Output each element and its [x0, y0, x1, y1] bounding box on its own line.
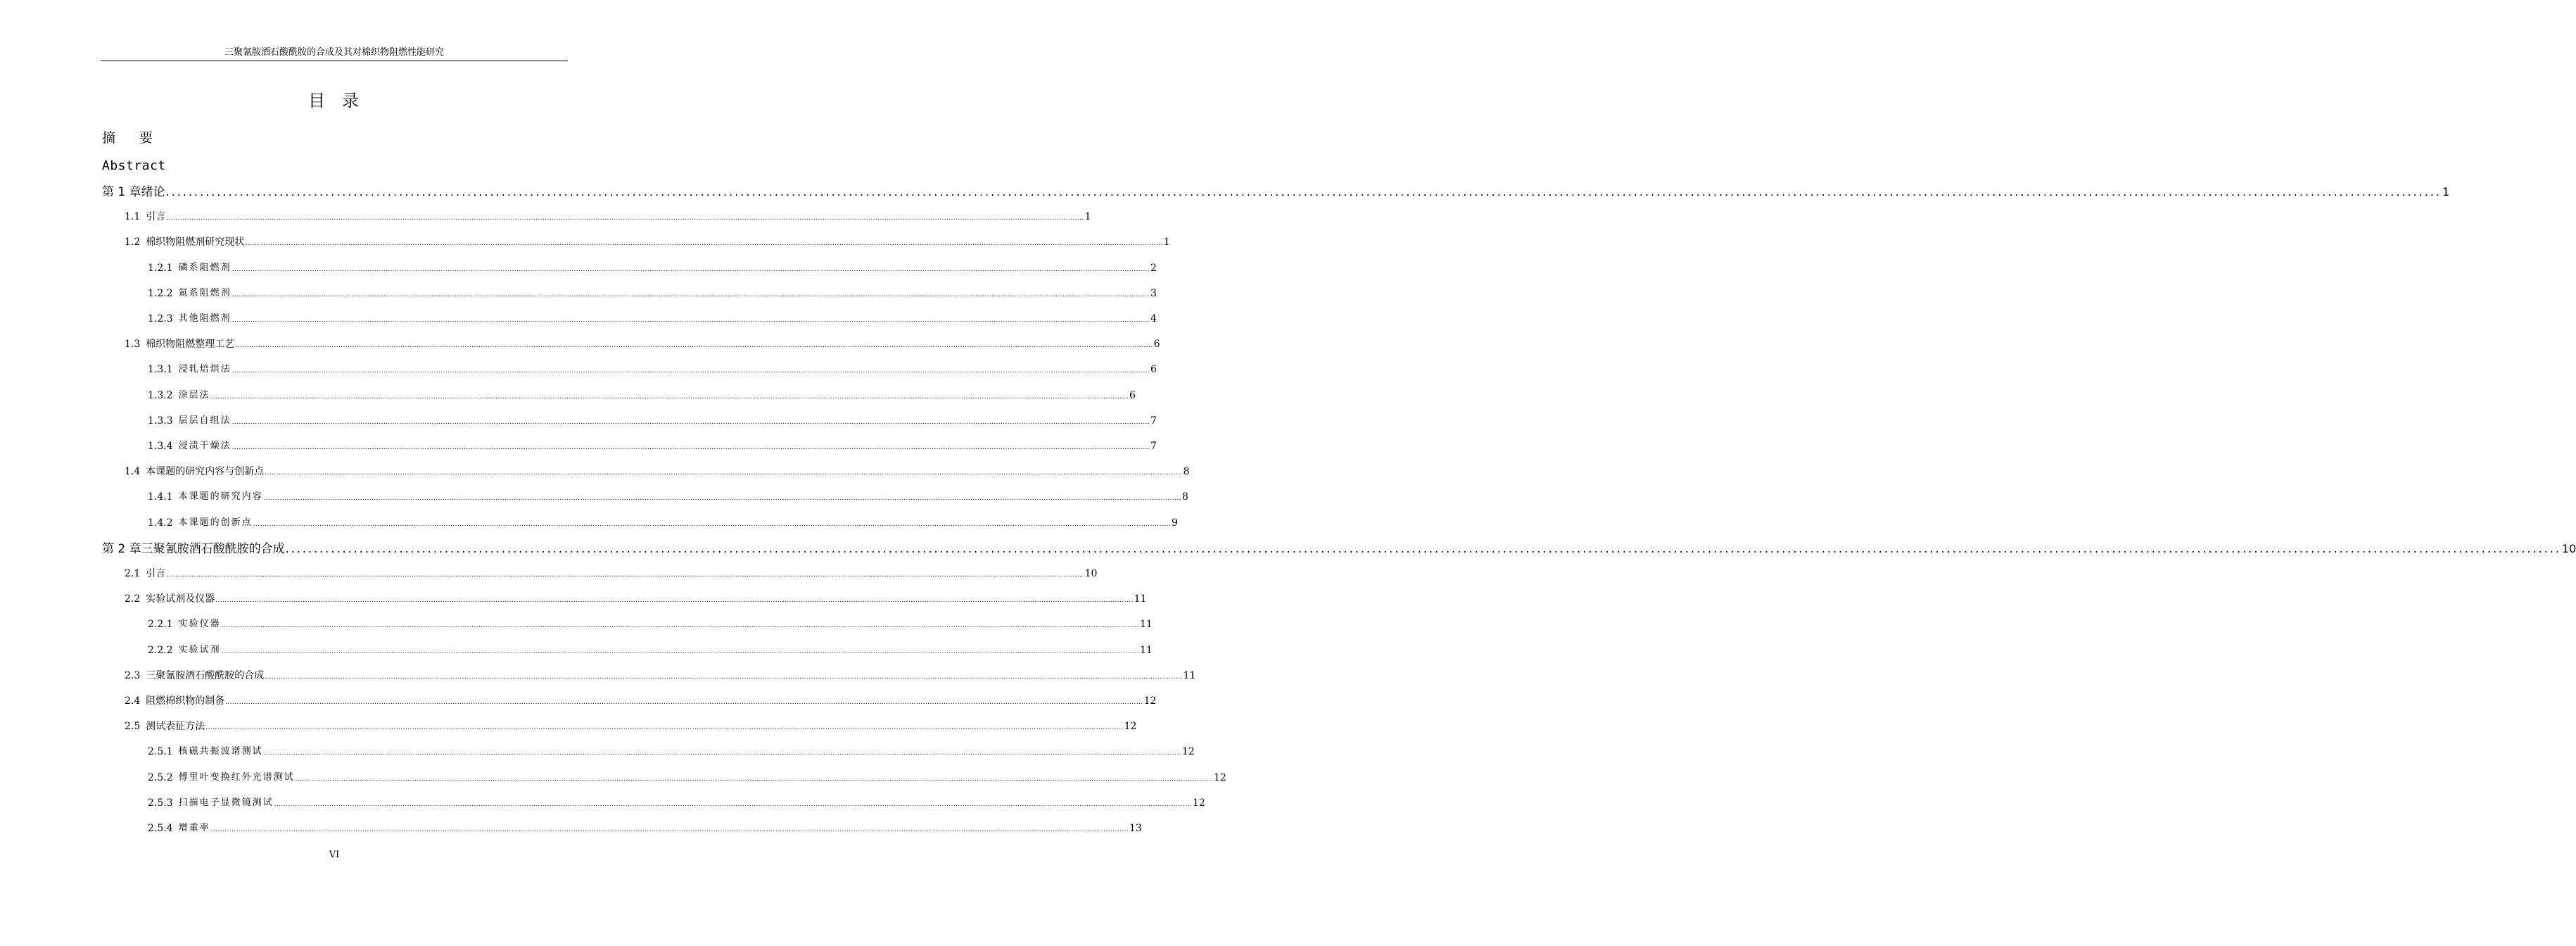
toc-subsection-entry[interactable] — [148, 312, 1157, 326]
toc-section-entry[interactable] — [125, 669, 1196, 683]
toc-dot-leader: ................................................................................................................................................................................................................................................................................................................................................................................................................ — [231, 418, 1150, 426]
toc-entry-number: 第 2 章 — [102, 541, 141, 556]
toc-dot-leader: ................................................................................................................................................................................................................................................................................................................................................................................................................ — [295, 775, 1213, 783]
toc-entry-page: 6 — [1129, 389, 1136, 401]
toc-entry-number: 1.4.1 — [148, 491, 173, 503]
toc-entry-label: 浸渍干燥法 — [178, 441, 231, 451]
toc-entry-label: 层层自组法 — [178, 415, 231, 426]
toc-entry-label: 傅里叶变换红外光谱测试 — [178, 771, 295, 783]
toc-entry-number: 2.5 — [125, 721, 141, 733]
toc-chapter-entry[interactable] — [102, 541, 2576, 557]
toc-entry-page: 10 — [2562, 541, 2576, 555]
toc-dot-leader: ................................................................................................................................................................................................................................................................................................................................................................................................................ — [265, 469, 1183, 477]
toc-dot-leader: ................................................................................................................................................................................................................................................................................................................................................................................................................ — [221, 622, 1139, 630]
toc-entry-number: 1.3.2 — [148, 389, 173, 401]
toc-entry-number: 1.4 — [125, 466, 141, 478]
toc-entry-label: 测试表征方法 — [146, 721, 205, 733]
toc-dot-leader: ................................................................................................................................................................................................................................................................................................................................................................................................................ — [231, 265, 1150, 273]
toc-abstract-en[interactable]: Abstract — [102, 158, 166, 173]
toc-dot-leader: ................................................................................................................................................................................................................................................................................................................................................................................................................ — [245, 240, 1163, 248]
toc-subsection-entry[interactable] — [148, 643, 1153, 657]
toc-entry-page: 13 — [1129, 823, 1142, 834]
toc-entry-number: 2.1 — [125, 568, 141, 579]
toc-entry-page: 12 — [1124, 721, 1137, 733]
toc-entry-number: 2.2.2 — [148, 644, 173, 656]
toc-dot-leader: ................................................................................................................................................................................................................................................................................................................................................................................................................ — [263, 750, 1181, 757]
toc-entry-label: 其他阻燃剂 — [178, 313, 231, 324]
toc-entry-label: 实验试剂 — [178, 644, 221, 655]
toc-section-entry[interactable] — [125, 592, 1147, 606]
toc-dot-leader: ................................................................................................................................................................................................................................................................................................................................................................................................................ — [274, 800, 1192, 808]
toc-section-entry[interactable] — [125, 465, 1190, 479]
toc-dot-leader: ................................................................................................................................................................................................................................................................................................................................................................................................................ — [225, 699, 1143, 706]
toc-subsection-entry[interactable] — [148, 439, 1157, 453]
toc-entry-number: 1.3.4 — [148, 441, 173, 452]
toc-entry-label: 三聚氰胺酒石酸酰胺的合成 — [146, 669, 265, 681]
toc-section-entry[interactable] — [125, 337, 1160, 351]
toc-dot-leader: ................................................................................................................................................................................................................................................................................................................................................................................................................ — [231, 444, 1150, 451]
toc-entry-number: 2.2.1 — [148, 619, 173, 631]
toc-abstract-cn[interactable]: 摘 要 — [102, 130, 163, 146]
toc-entry-page: 7 — [1150, 441, 1157, 452]
toc-entry-number: 2.2 — [125, 593, 141, 605]
toc-entry-number: 2.3 — [125, 669, 141, 681]
toc-entry-number: 1.2 — [125, 237, 141, 248]
toc-entry-page: 9 — [1171, 517, 1178, 529]
toc-entry-page: 12 — [1192, 797, 1205, 809]
toc-dot-leader: ................................................................................................................................................................................................................................................................................................................................................................................................................ — [285, 541, 2561, 555]
toc-entry-number: 1.3.3 — [148, 415, 173, 427]
toc-entry-number: 1.3.1 — [148, 364, 173, 376]
toc-dot-leader: ................................................................................................................................................................................................................................................................................................................................................................................................................ — [221, 648, 1139, 655]
toc-entry-label: 涂层法 — [178, 389, 210, 401]
toc-dot-leader: ................................................................................................................................................................................................................................................................................................................................................................................................................ — [265, 673, 1183, 681]
toc-entry-label: 本课题的创新点 — [178, 517, 253, 528]
toc-entry-number: 2.5.1 — [148, 746, 173, 758]
toc-subsection-entry[interactable] — [148, 389, 1136, 403]
toc-title — [0, 89, 668, 113]
toc-entry-label: 浸轧焙烘法 — [178, 364, 231, 375]
toc-dot-leader: ................................................................................................................................................................................................................................................................................................................................................................................................................ — [165, 185, 2442, 198]
toc-section-entry[interactable] — [125, 210, 1091, 224]
toc-entry-label: 引言 — [146, 211, 166, 223]
toc-dot-leader: ................................................................................................................................................................................................................................................................................................................................................................................................................ — [231, 317, 1150, 324]
toc-subsection-entry[interactable] — [148, 261, 1157, 275]
toc-entry-label: 三聚氰胺酒石酸酰胺的合成 — [141, 541, 285, 556]
toc-entry-label: 实验试剂及仪器 — [146, 593, 215, 605]
toc-entry-label: 氮系阻燃剂 — [178, 287, 231, 298]
toc-entry-page: 11 — [1139, 644, 1153, 656]
toc-entry-page: 12 — [1143, 695, 1157, 707]
toc-dot-leader: ................................................................................................................................................................................................................................................................................................................................................................................................................ — [235, 342, 1153, 350]
toc-subsection-entry[interactable] — [148, 516, 1178, 530]
toc-entry-number: 1.1 — [125, 211, 141, 223]
toc-dot-leader: ................................................................................................................................................................................................................................................................................................................................................................................................................ — [210, 826, 1129, 833]
toc-dot-leader: ................................................................................................................................................................................................................................................................................................................................................................................................................ — [210, 393, 1129, 401]
toc-subsection-entry[interactable] — [148, 362, 1157, 377]
toc-entry-page: 1 — [1163, 237, 1170, 248]
toc-entry-number: 2.5.2 — [148, 771, 173, 783]
toc-entry-label: 扫描电子显微镜测试 — [178, 797, 274, 808]
toc-dot-leader: ................................................................................................................................................................................................................................................................................................................................................................................................................ — [231, 367, 1150, 375]
toc-entry-label: 棉织物阻燃剂研究现状 — [146, 237, 245, 248]
toc-subsection-entry[interactable] — [148, 796, 1205, 810]
toc-entry-label: 棉织物阻燃整理工艺 — [146, 339, 235, 351]
toc-entry-label: 阻燃棉织物的制备 — [146, 695, 225, 707]
toc-entry-label: 绪论 — [141, 185, 165, 199]
toc-entry-page: 6 — [1150, 364, 1157, 376]
toc-subsection-entry[interactable] — [148, 771, 1226, 785]
toc-entry-number: 1.4.2 — [148, 517, 173, 529]
toc-entry-number: 1.3 — [125, 339, 141, 351]
toc-entry-label: 核磁共振波谱测试 — [178, 746, 263, 757]
toc-entry-page: 4 — [1150, 313, 1157, 324]
toc-section-entry[interactable] — [125, 719, 1137, 733]
toc-dot-leader: ................................................................................................................................................................................................................................................................................................................................................................................................................ — [166, 572, 1084, 579]
toc-entry-page: 2 — [1150, 262, 1157, 274]
toc-dot-leader: ................................................................................................................................................................................................................................................................................................................................................................................................................ — [205, 724, 1124, 732]
toc-subsection-entry[interactable] — [148, 821, 1142, 835]
toc-section-entry[interactable] — [125, 694, 1157, 708]
toc-entry-page: 12 — [1181, 746, 1195, 758]
toc-entry-number: 1.2.3 — [148, 313, 173, 324]
toc-subsection-entry[interactable] — [148, 286, 1157, 301]
toc-entry-number: 第 1 章 — [102, 185, 141, 199]
toc-entry-number: 1.2.1 — [148, 262, 173, 274]
toc-title-char: 录 — [342, 91, 360, 111]
running-header: 三聚氰胺酒石酸酰胺的合成及其对棉织物阻燃性能研究 — [224, 47, 444, 58]
toc-section-entry[interactable] — [125, 235, 1170, 249]
toc-entry-page: 12 — [1213, 771, 1226, 783]
toc-entry-page: 8 — [1181, 491, 1188, 503]
toc-entry-page: 1 — [2442, 185, 2450, 198]
toc-entry-label: 增重率 — [178, 823, 210, 833]
toc-subsection-entry[interactable] — [148, 490, 1188, 504]
toc-entry-label: 引言 — [146, 568, 166, 579]
toc-entry-label: 磷系阻燃剂 — [178, 262, 231, 273]
toc-entry-number: 2.4 — [125, 695, 141, 707]
toc-entry-number: 1.2.2 — [148, 287, 173, 299]
toc-entry-label: 本课题的研究内容与创新点 — [146, 466, 265, 478]
toc-entry-page: 11 — [1134, 593, 1147, 605]
toc-dot-leader: ................................................................................................................................................................................................................................................................................................................................................................................................................ — [263, 495, 1181, 503]
toc-entry-page: 11 — [1139, 619, 1153, 631]
toc-subsection-entry[interactable] — [148, 617, 1153, 631]
toc-subsection-entry[interactable] — [148, 414, 1157, 428]
toc-entry-label: 实验仪器 — [178, 619, 221, 630]
toc-entry-page: 7 — [1150, 415, 1157, 427]
toc-entry-label: 本课题的研究内容 — [178, 491, 263, 503]
toc-dot-leader: ................................................................................................................................................................................................................................................................................................................................................................................................................ — [166, 215, 1084, 222]
toc-chapter-entry[interactable] — [102, 184, 2450, 200]
toc-entry-page: 10 — [1084, 568, 1098, 579]
toc-subsection-entry[interactable] — [148, 745, 1195, 759]
toc-entry-page: 11 — [1183, 669, 1196, 681]
toc-dot-leader: ................................................................................................................................................................................................................................................................................................................................................................................................................ — [215, 597, 1134, 605]
toc-entry-page: 6 — [1153, 339, 1160, 351]
toc-dot-leader: ................................................................................................................................................................................................................................................................................................................................................................................................................ — [231, 291, 1150, 298]
toc-entry-page: 1 — [1084, 211, 1091, 223]
toc-entry-page: 8 — [1183, 466, 1190, 478]
toc-entry-page: 3 — [1150, 287, 1157, 299]
toc-title-char: 目 — [308, 91, 326, 111]
toc-section-entry[interactable] — [125, 567, 1098, 581]
toc-dot-leader: ................................................................................................................................................................................................................................................................................................................................................................................................................ — [253, 520, 1171, 528]
toc-entry-number: 2.5.3 — [148, 797, 173, 809]
toc-entry-number: 2.5.4 — [148, 823, 173, 834]
page-number: VI — [329, 850, 340, 860]
